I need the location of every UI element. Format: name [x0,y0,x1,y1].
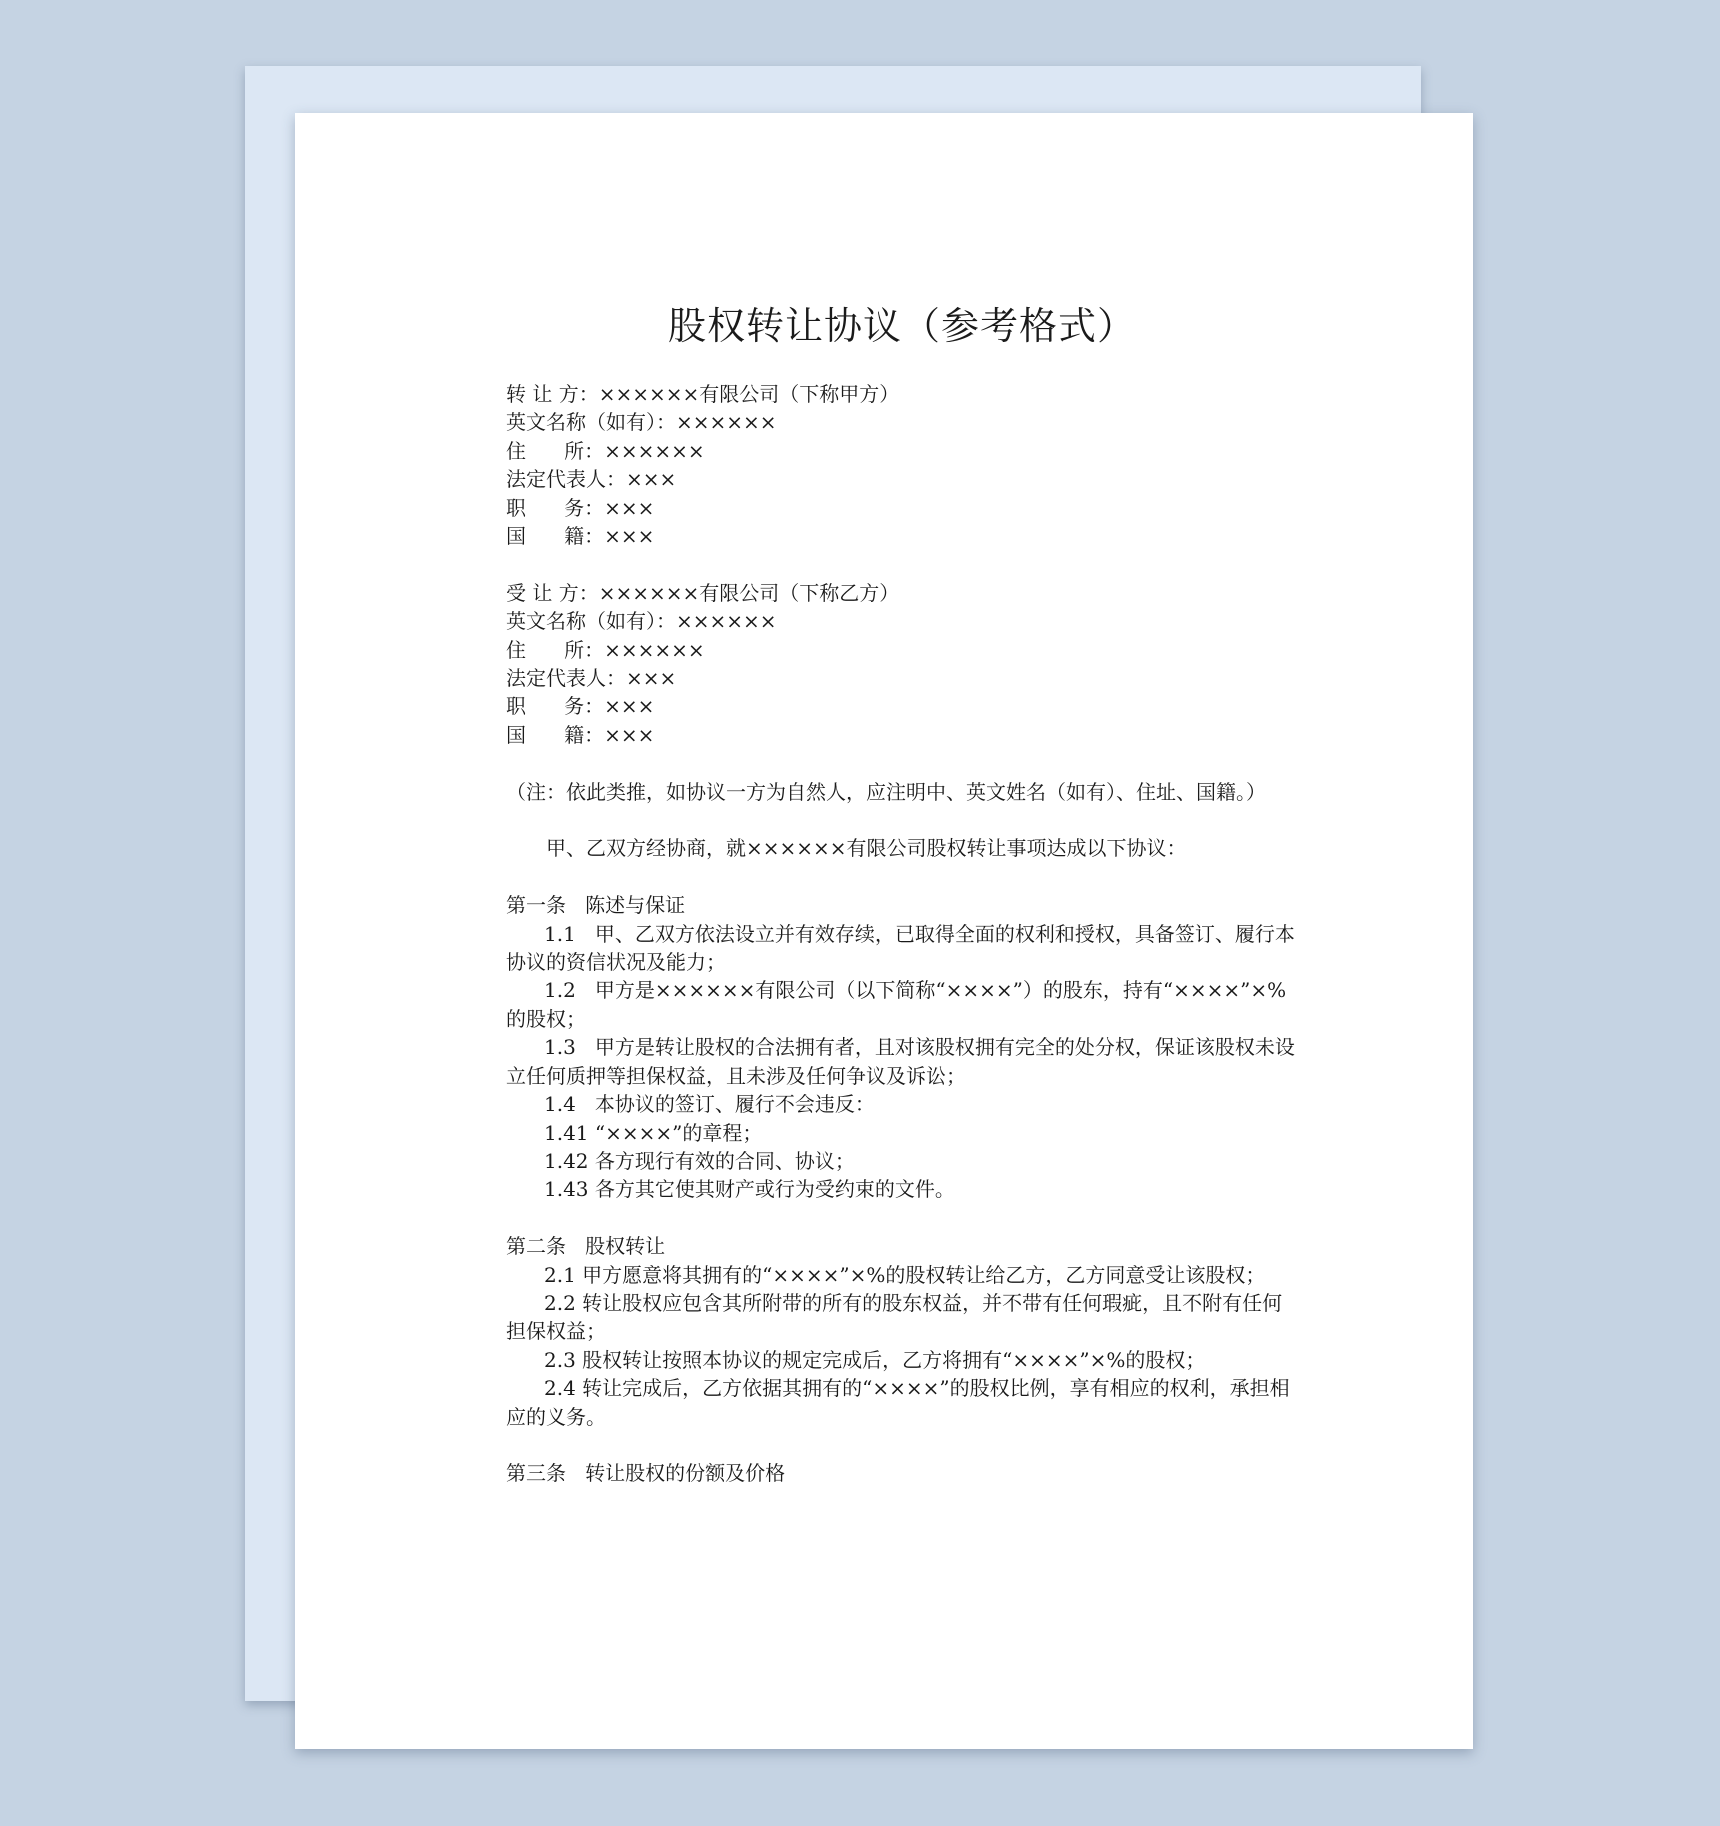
clause: 2.3 股权转让按照本协议的规定完成后，乙方将拥有“××××”×%的股权； [544,1347,1206,1372]
spacer [506,1204,1298,1232]
article-1 [506,891,1298,1203]
clause: 1.1 甲、乙双方依法设立并有效存续，已取得全面的权利和授权，具备签订、履行本协议的资信状况及能力； [506,921,1295,975]
spacer [506,550,1298,578]
party-a-position: 职 务：××× [506,495,655,520]
party-b-nationality: 国 籍：××× [506,722,655,747]
party-b-block [506,579,1298,749]
clause: 2.1 甲方愿意将其拥有的“××××”×%的股权转让给乙方，乙方同意受让该股权； [544,1262,1266,1287]
article-heading: 第一条 陈述与保证 [506,893,686,918]
party-a-block [506,380,1298,550]
party-b-position: 职 务：××× [506,694,655,719]
clause: 2.2 转让股权应包含其所附带的所有的股东权益，并不带有任何瑕疵，且不附有任何担保权益； [506,1290,1283,1344]
party-b-address: 住 所：×××××× [506,637,705,662]
party-a-nationality: 国 籍：××× [506,524,655,549]
spacer [506,749,1298,777]
clause: 1.41 “××××”的章程； [544,1120,763,1145]
document-title: 股权转让协议（参考格式） [667,304,1136,348]
spacer [506,863,1298,891]
spacer [506,806,1298,834]
article-2 [506,1232,1298,1431]
party-a-legal-rep: 法定代表人：××× [506,467,677,492]
party-b-name: 受 让 方：××××××有限公司（下称乙方） [506,580,900,605]
spacer [506,1431,1298,1459]
clause: 2.4 转让完成后，乙方依据其拥有的“××××”的股权比例，享有相应的权利，承担相应的义务。 [506,1376,1290,1429]
party-b-legal-rep: 法定代表人：××× [506,666,677,691]
article-3 [506,1459,1298,1487]
article-heading: 第三条 转让股权的份额及价格 [506,1461,786,1486]
clause: 1.2 甲方是××××××有限公司（以下简称“××××”）的股东，持有“××××”×%的股权； [506,978,1287,1031]
clause: 1.42 各方现行有效的合同、协议； [544,1148,855,1173]
party-a-english-name: 英文名称（如有）：×××××× [506,410,777,435]
article-heading: 第二条 股权转让 [506,1234,666,1259]
party-a-address: 住 所：×××××× [506,438,705,463]
clause: 1.4 本协议的签订、履行不会违反： [544,1092,875,1117]
preamble: 甲、乙双方经协商，就××××××有限公司股权转让事项达成以下协议： [546,836,1187,861]
party-a-name: 转 让 方：××××××有限公司（下称甲方） [506,382,900,406]
party-b-english-name: 英文名称（如有）：×××××× [506,609,777,634]
document-content [506,300,1298,1488]
clause: 1.3 甲方是转让股权的合法拥有者，且对该股权拥有完全的处分权，保证该股权未设立任何质押等担保权益，且未涉及任何争议及诉讼； [506,1035,1295,1088]
clause: 1.43 各方其它使其财产或行为受约束的文件。 [544,1177,955,1202]
party-note: （注：依此类推，如协议一方为自然人，应注明中、英文姓名（如有）、住址、国籍。） [506,779,1266,804]
